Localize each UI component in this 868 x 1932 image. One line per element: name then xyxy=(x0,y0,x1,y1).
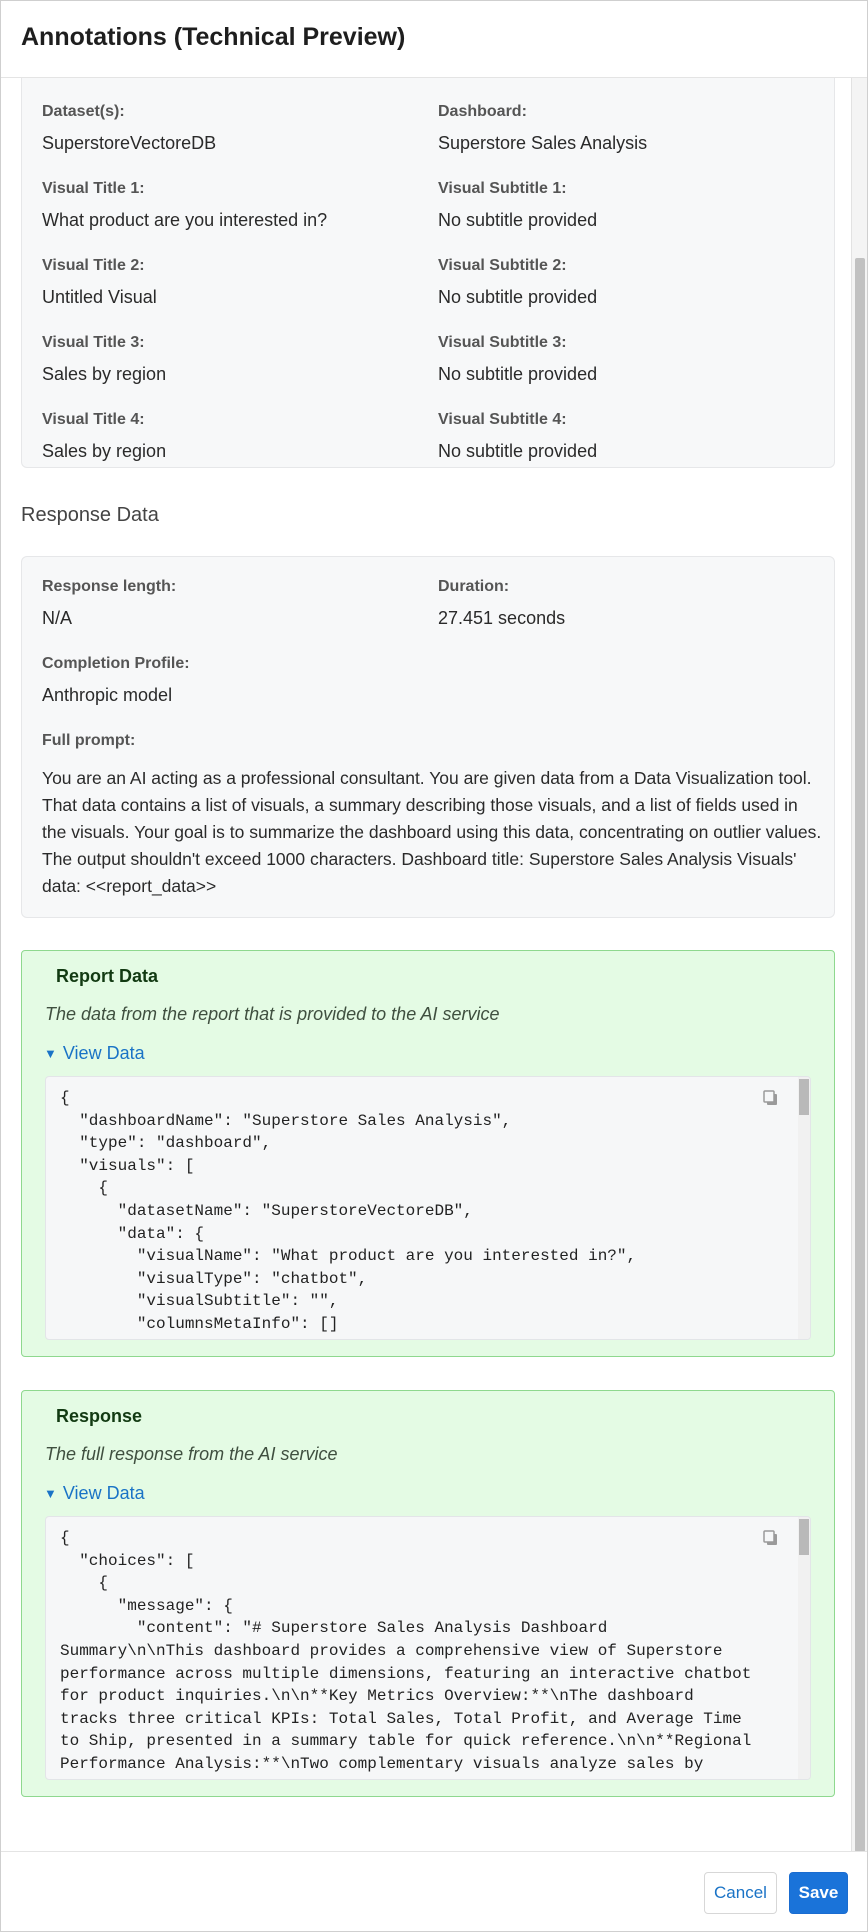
response-data-card xyxy=(21,556,835,918)
response-view-toggle[interactable] xyxy=(44,1483,145,1504)
code-scrollbar[interactable] xyxy=(798,1077,810,1339)
dataset-label: Dataset(s): xyxy=(42,103,125,120)
report-data-code: { "dashboardName": "Superstore Sales Analysis", "type": "dashboard", "visuals": [ { "datasetName": "SuperstoreVectoreDB", "data": { "visualName": "What product are you interested in?", "visualType": "chatbot", "visualSubtitle": "", "columnsMetaInfo": [] xyxy=(60,1089,637,1333)
modal-title: Annotations (Technical Preview) xyxy=(21,23,406,51)
visual-title-value: Sales by region xyxy=(42,364,167,384)
modal-scrollbar-thumb[interactable] xyxy=(855,258,865,1851)
code-scrollbar[interactable] xyxy=(798,1517,810,1779)
modal-footer xyxy=(1,1851,867,1931)
cancel-button[interactable]: Cancel xyxy=(704,1872,777,1914)
response-code: { "choices": [ { "message": { "content": "# Superstore Sales Analysis Dashboard Summary\n\nThis dashboard provides a comprehensive view of Superstore performance across multiple dimensions, featuring an interactive chatbot for product inquiries.\n\n**Key Metrics Overview:**\nThe dashboard tracks three critical KPIs: Total Sales, Total Profit, and Average Time to Ship, presented in a summary table for quick reference.\n\n**Regional Performance Analysis:**\nTwo complementary visuals analyze sales by xyxy=(60,1529,752,1773)
visual-subtitle-label: Visual Subtitle 1: xyxy=(438,180,567,197)
response-length-value: N/A xyxy=(42,608,73,628)
response-panel xyxy=(21,1390,835,1797)
code-scrollbar-thumb[interactable] xyxy=(799,1079,809,1115)
save-button[interactable]: Save xyxy=(789,1872,848,1914)
visual-subtitle-value: No subtitle provided xyxy=(438,364,598,384)
modal-scrollbar[interactable] xyxy=(851,78,867,1851)
code-scrollbar-thumb[interactable] xyxy=(799,1519,809,1555)
response-data-heading: Response Data xyxy=(21,504,159,526)
triangle-down-icon: ▼ xyxy=(44,1046,57,1061)
modal-body[interactable] xyxy=(1,78,867,1851)
copy-icon[interactable] xyxy=(762,1529,780,1547)
view-data-label: View Data xyxy=(62,1043,145,1063)
visual-title-value: What product are you interested in? xyxy=(42,210,328,230)
dataset-value: SuperstoreVectoreDB xyxy=(42,133,217,153)
modal-header xyxy=(1,1,867,78)
completion-profile-label: Completion Profile: xyxy=(42,655,190,672)
duration-label: Duration: xyxy=(438,578,510,595)
visual-title-label: Visual Title 4: xyxy=(42,411,145,428)
dashboard-label: Dashboard: xyxy=(438,103,527,120)
report-data-view-toggle[interactable] xyxy=(44,1043,145,1064)
visual-title-value: Sales by region xyxy=(42,441,167,461)
visual-title-value: Untitled Visual xyxy=(42,287,157,307)
report-data-title: Report Data xyxy=(56,966,159,986)
copy-icon[interactable] xyxy=(762,1089,780,1107)
visual-subtitle-label: Visual Subtitle 3: xyxy=(438,334,567,351)
report-data-subtitle: The data from the report that is provided to the AI service xyxy=(45,1004,500,1024)
visual-subtitle-value: No subtitle provided xyxy=(438,210,598,230)
visual-subtitle-value: No subtitle provided xyxy=(438,287,598,307)
report-data-code-block[interactable] xyxy=(45,1076,811,1340)
completion-profile-value: Anthropic model xyxy=(42,685,173,705)
dashboard-info-card xyxy=(21,78,835,468)
visual-title-label: Visual Title 1: xyxy=(42,180,145,197)
duration-value: 27.451 seconds xyxy=(438,608,566,628)
visual-subtitle-value: No subtitle provided xyxy=(438,441,598,461)
visual-title-label: Visual Title 2: xyxy=(42,257,145,274)
view-data-label: View Data xyxy=(62,1483,145,1503)
triangle-down-icon: ▼ xyxy=(44,1486,57,1501)
visual-subtitle-label: Visual Subtitle 2: xyxy=(438,257,567,274)
dashboard-value: Superstore Sales Analysis xyxy=(438,133,648,153)
response-subtitle: The full response from the AI service xyxy=(45,1444,338,1464)
response-title: Response xyxy=(56,1406,143,1426)
visual-title-label: Visual Title 3: xyxy=(42,334,145,351)
response-length-label: Response length: xyxy=(42,578,177,595)
visual-subtitle-label: Visual Subtitle 4: xyxy=(438,411,567,428)
full-prompt-label: Full prompt: xyxy=(42,732,136,749)
full-prompt-value: You are an AI acting as a professional consultant. You are given data from a Data Visualization tool. That data contains a list of visuals, a summary describing those visuals, and a list of fields used in the visuals. Your goal is to summarize the dashboard using this data, concentrating on outlier values. The output shouldn't exceed 1000 characters. Dashboard title: Superstore Sales Analysis Visuals' data: <<report_data>> xyxy=(42,768,822,896)
response-code-block[interactable] xyxy=(45,1516,811,1780)
report-data-panel xyxy=(21,950,835,1357)
